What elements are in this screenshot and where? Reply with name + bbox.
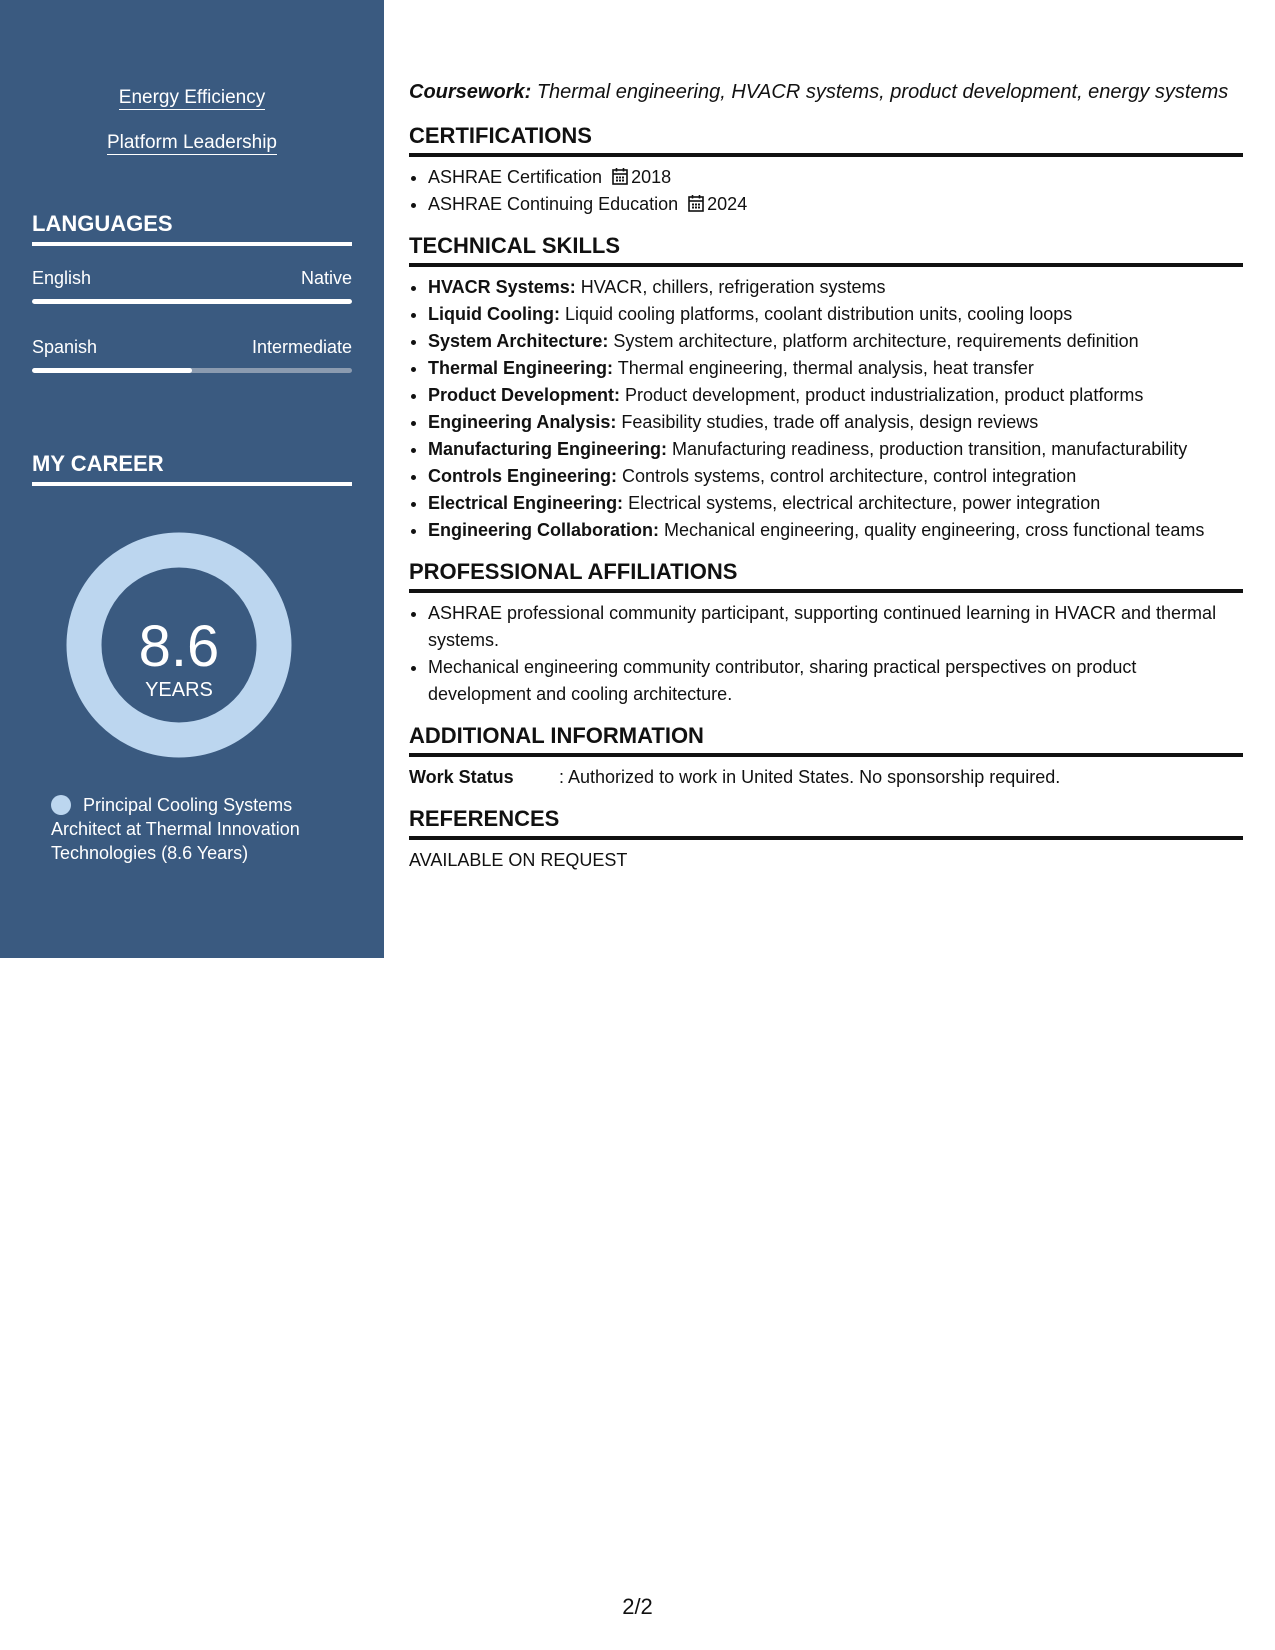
certification-name: ASHRAE Certification [428, 167, 603, 187]
language-name: English [32, 268, 92, 288]
language-bar-english [32, 299, 352, 304]
skill-label: HVACR Systems: [428, 277, 576, 297]
career-years-label: YEARS [145, 679, 213, 701]
skill-label: Controls Engineering: [428, 466, 617, 486]
skill-item [428, 463, 1243, 490]
skill-item [428, 301, 1243, 328]
skill-item [428, 436, 1243, 463]
skill-label: Thermal Engineering: [428, 358, 614, 378]
coursework [409, 78, 1243, 106]
affiliations-heading: PROFESSIONAL AFFILIATIONS [409, 558, 1243, 593]
skill-item [428, 274, 1243, 301]
certification-item [428, 191, 1243, 218]
language-level: Native [300, 268, 352, 288]
certification-year: 2018 [631, 167, 672, 187]
coursework-text: Thermal engineering, HVACR systems, product development, energy systems [536, 81, 1229, 103]
certification-item [428, 164, 1243, 191]
skill-text: HVACR, chillers, refrigeration systems [580, 277, 886, 297]
skill-label: Liquid Cooling: [428, 304, 560, 324]
language-name: Spanish [32, 337, 98, 357]
page-number: 2/2 [622, 1594, 653, 1619]
career-dot-icon [51, 795, 71, 815]
skill-item [428, 490, 1243, 517]
certifications-list [409, 164, 1243, 218]
skill-link-energy-efficiency[interactable]: Energy Efficiency [118, 87, 266, 108]
certification-year: 2024 [707, 194, 748, 214]
certifications-heading: CERTIFICATIONS [409, 122, 1243, 157]
skill-item [428, 517, 1243, 544]
language-level: Intermediate [251, 337, 352, 357]
work-status-label: Work Status [409, 767, 514, 787]
skill-text: Product development, product industrialization, product platforms [625, 385, 1144, 405]
language-bar-spanish [32, 368, 352, 373]
skill-item [428, 355, 1243, 382]
main-content [409, 78, 1243, 874]
work-status-value: : Authorized to work in United States. No sponsorship required. [559, 767, 1061, 787]
affiliations-list [409, 600, 1243, 708]
additional-info-heading: ADDITIONAL INFORMATION [409, 722, 1243, 757]
skill-label: Electrical Engineering: [428, 493, 624, 513]
skills-heading: TECHNICAL SKILLS [409, 232, 1243, 267]
skill-text: Manufacturing readiness, production transition, manufacturability [672, 439, 1188, 459]
skill-link-platform-leadership[interactable]: Platform Leadership [106, 132, 278, 153]
skill-text: Controls systems, control architecture, control integration [622, 466, 1077, 486]
calendar-icon [612, 167, 628, 185]
skill-text: Mechanical engineering, quality engineering, cross functional teams [664, 520, 1205, 540]
skill-text: Thermal engineering, thermal analysis, heat transfer [617, 358, 1034, 378]
calendar-icon [688, 194, 704, 212]
skill-label: System Architecture: [428, 331, 609, 351]
skill-text: Liquid cooling platforms, coolant distribution units, cooling loops [564, 304, 1073, 324]
languages-heading: LANGUAGES [32, 211, 352, 246]
skill-item [428, 409, 1243, 436]
skill-text: Electrical systems, electrical architecture, power integration [628, 493, 1101, 513]
skills-list [409, 274, 1243, 544]
affiliation-item: • ASHRAE professional community participant, supporting continued learning in HVACR and thermal systems. [428, 600, 1243, 654]
work-status-row [409, 764, 1243, 791]
career-heading: MY CAREER [32, 451, 352, 486]
skill-label: Engineering Collaboration: [428, 520, 660, 540]
sidebar [0, 0, 384, 958]
career-years-value: 8.6 [138, 614, 220, 679]
skill-text: Feasibility studies, trade off analysis, design reviews [621, 412, 1039, 432]
coursework-label: Coursework: [409, 81, 532, 103]
language-row-english [32, 268, 352, 289]
certification-name: ASHRAE Continuing Education [428, 194, 679, 214]
affiliation-item: • Mechanical engineering community contributor, sharing practical perspectives on product development and cooling architecture. [428, 654, 1243, 708]
skill-label: Product Development: [428, 385, 621, 405]
career-years-donut [66, 532, 292, 758]
career-item-text: Principal Cooling Systems Architect at Thermal Innovation Technologies (8.6 Years) [51, 795, 300, 863]
language-bar-fill [32, 368, 192, 373]
skill-text: System architecture, platform architecture, requirements definition [613, 331, 1139, 351]
language-row-spanish [32, 337, 352, 358]
references-heading: REFERENCES [409, 805, 1243, 840]
skill-label: Manufacturing Engineering: [428, 439, 668, 459]
skill-item [428, 382, 1243, 409]
references-text: AVAILABLE ON REQUEST [409, 850, 628, 870]
skill-label: Engineering Analysis: [428, 412, 617, 432]
career-item [51, 793, 341, 865]
language-bar-fill [32, 299, 352, 304]
skill-item [428, 328, 1243, 355]
